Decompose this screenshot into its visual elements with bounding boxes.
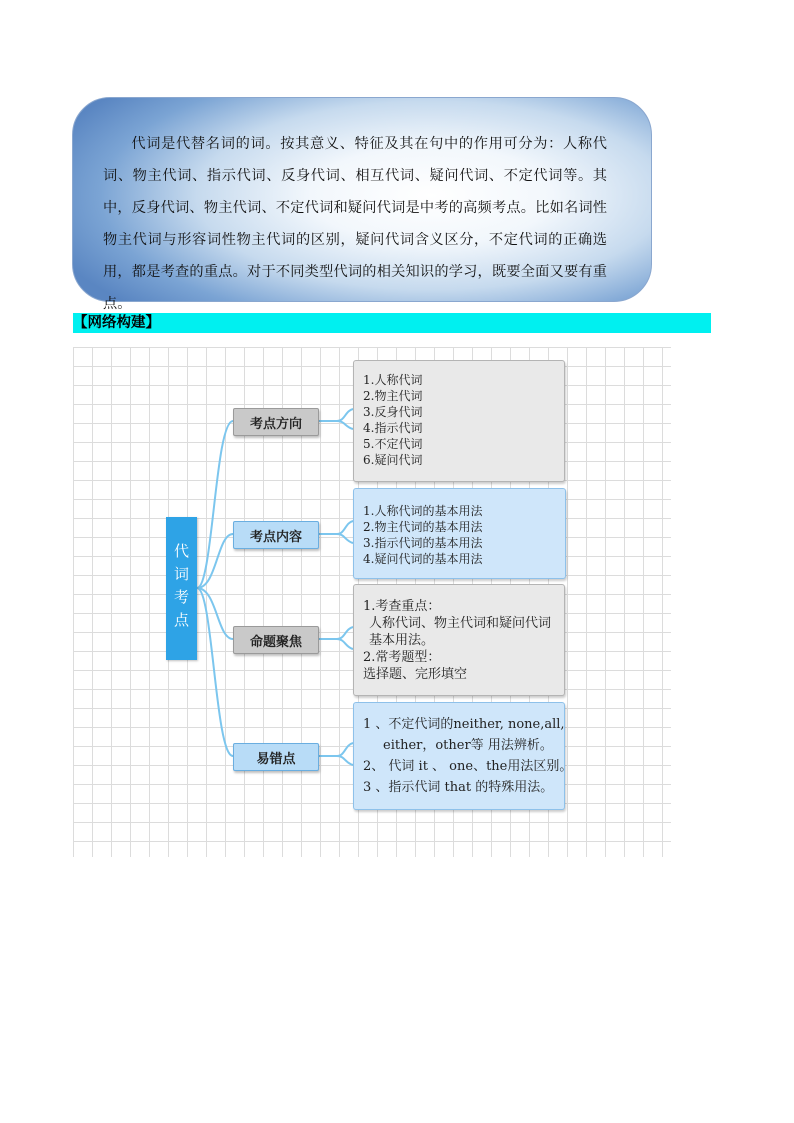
detail-line: 1 、不定代词的neither, none,all, xyxy=(363,717,565,732)
detail-line: 1.考查重点： xyxy=(363,599,441,614)
branch-label: 易错点 xyxy=(256,751,296,767)
detail-line: 6.疑问代词 xyxy=(363,453,423,467)
detail-line: 3.反身代词 xyxy=(363,405,423,419)
detail-line: 3 、指示代词 that 的特殊用法。 xyxy=(363,780,554,795)
detail-line: 人称代词、物主代词和疑问代词 xyxy=(369,616,552,631)
detail-line: 4.疑问代词的基本用法 xyxy=(363,552,483,566)
branch-question-focus xyxy=(233,626,319,654)
intro-text: 代词是代替名词的词。按其意义、特征及其在句中的作用可分为：人称代词、物主代词、指示代词、反身代词、相互代词、疑问代词、不定代词等。其中，反身代词、物主代词、不定代词和疑问代词是中考的高频考点。比如名词性物主代词与形容词性物主代词的区别，疑问代词含义区分，不定代词的正确选用，都是考查的重点。对于不同类型代词的相关知识的学习，既要全面又要有重点。 xyxy=(103,136,607,312)
mind-map xyxy=(73,347,671,857)
detail-line: 选择题、完形填空 xyxy=(363,667,468,682)
detail-line: 基本用法。 xyxy=(369,633,435,648)
detail-line: 2.物主代词的基本用法 xyxy=(363,520,483,534)
detail-box-content xyxy=(353,488,566,579)
branch-label: 命题聚焦 xyxy=(249,634,302,650)
detail-line: 2.常考题型： xyxy=(363,650,441,665)
branch-exam-content xyxy=(233,521,319,549)
detail-box-focus xyxy=(353,584,565,696)
detail-line: 4.指示代词 xyxy=(363,421,423,435)
detail-box-errors xyxy=(353,702,573,810)
detail-line: 1.人称代词的基本用法 xyxy=(363,504,483,518)
root-label: 代词考点 xyxy=(172,542,190,635)
detail-line: 2.物主代词 xyxy=(363,389,423,403)
detail-line: 5.不定代词 xyxy=(363,437,423,451)
detail-line: either，other等 用法辨析。 xyxy=(383,738,553,753)
section-title: 【网络构建】 xyxy=(73,314,160,331)
detail-box-direction xyxy=(353,360,565,482)
connector-4 xyxy=(197,588,233,756)
detail-line: 2、 代词 it 、 one、the用法区别。 xyxy=(363,759,573,774)
detail-line: 3.指示代词的基本用法 xyxy=(363,536,483,550)
detail-line: 1.人称代词 xyxy=(363,373,423,387)
intro-box xyxy=(72,97,652,312)
branch-error-prone xyxy=(233,743,319,771)
branch-label: 考点方向 xyxy=(249,416,302,432)
mind-map-root xyxy=(166,517,197,660)
section-header xyxy=(73,313,711,333)
branch-exam-direction xyxy=(233,408,319,436)
branch-label: 考点内容 xyxy=(249,529,302,545)
